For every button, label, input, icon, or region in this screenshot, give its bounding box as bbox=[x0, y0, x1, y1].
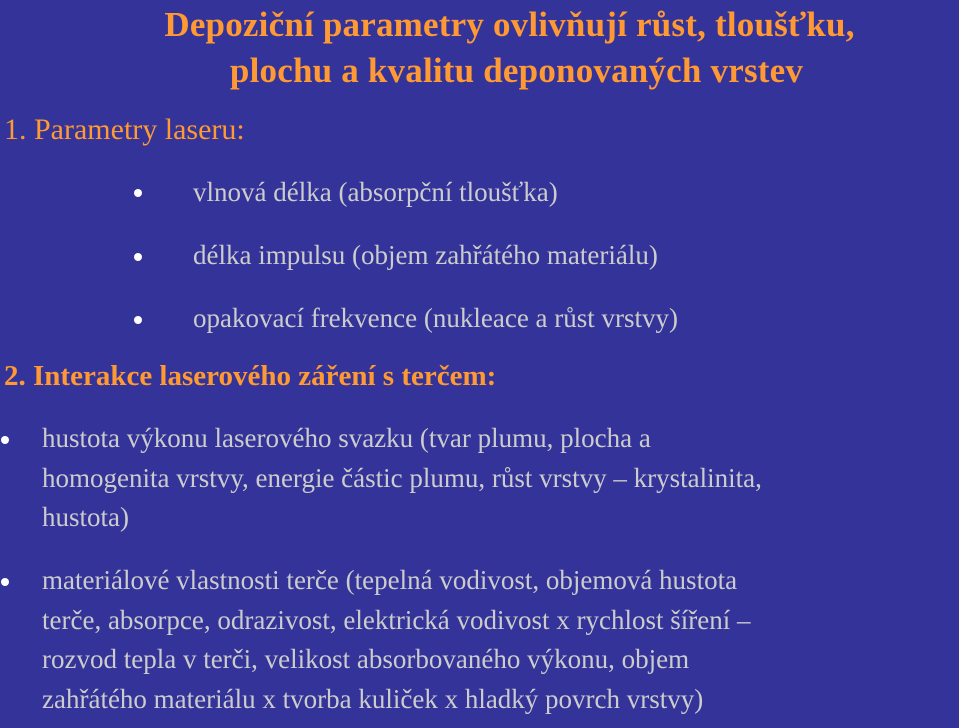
section-2-item-1-line: hustota) bbox=[42, 502, 129, 532]
slide-title-line-2: plochu a kvalitu deponovaných vrstev bbox=[229, 51, 804, 90]
section-1-item-2: délka impulsu (objem zahřátého materiálu) bbox=[193, 240, 658, 270]
section-1-item-1: vlnová délka (absorpční tloušťka) bbox=[193, 177, 558, 207]
bullet-icon bbox=[1, 578, 9, 586]
section-2-item-2-line: rozvod tepla v terči, velikost absorbovaného výkonu, objem bbox=[42, 644, 690, 674]
bullet-icon bbox=[1, 436, 9, 444]
section-2-item-1-line: homogenita vrstvy, energie částic plumu, růst vrstvy – krystalinita, bbox=[42, 462, 762, 493]
slide-title-line-1: Depoziční parametry ovlivňují růst, tloušťku, bbox=[164, 5, 855, 44]
section-2-heading: 2. Interakce laserového záření s terčem: bbox=[4, 360, 497, 392]
bullet-icon bbox=[134, 316, 142, 324]
section-1-heading: 1. Parametry laseru: bbox=[4, 113, 245, 146]
bullet-icon bbox=[134, 253, 142, 261]
slide-title bbox=[60, 2, 959, 94]
section-2-item-2-line: materiálové vlastnosti terče (tepelná vodivost, objemová hustota bbox=[42, 565, 738, 595]
section-2-item-2 bbox=[42, 561, 751, 719]
section-1-item-3: opakovací frekvence (nukleace a růst vrstvy) bbox=[193, 303, 679, 333]
section-2-item-1-line: hustota výkonu laserového svazku (tvar plumu, plocha a bbox=[42, 423, 651, 453]
section-2-item-2-line: terče, absorpce, odrazivost, elektrická vodivost x rychlost šíření – bbox=[42, 604, 751, 635]
bullet-icon bbox=[134, 189, 142, 197]
section-2-item-1 bbox=[42, 419, 762, 538]
section-2-item-2-line: zahřátého materiálu x tvorba kuliček x hladký povrch vrstvy) bbox=[42, 683, 704, 714]
